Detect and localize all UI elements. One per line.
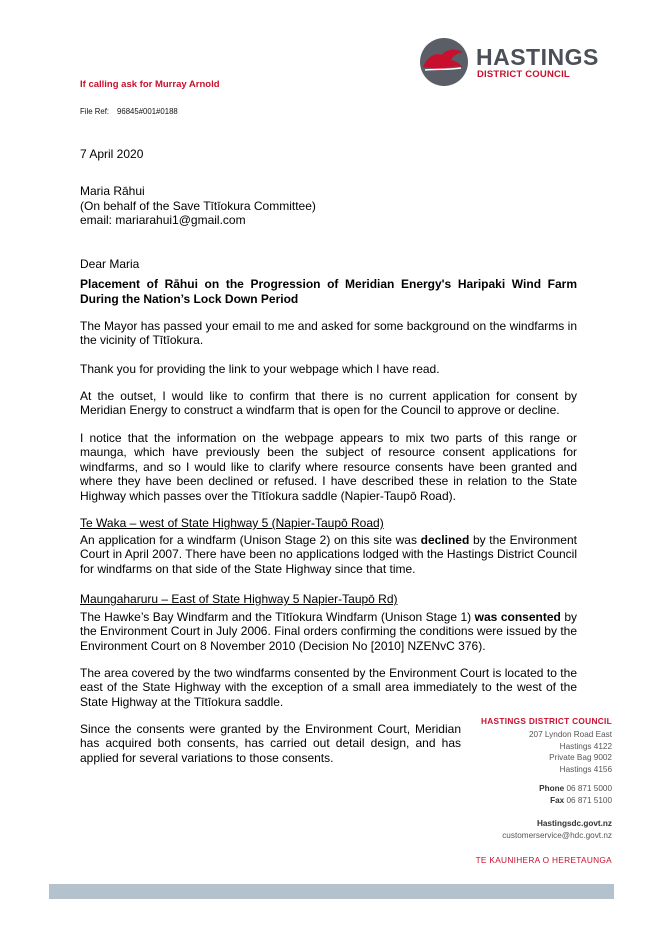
p5-emphasis: declined xyxy=(420,533,470,547)
logo-council: DISTRICT COUNCIL xyxy=(477,69,570,80)
p6-end: by the Environment Court in July 2006. Final orders confirming the conditions were issued by the Environment Court on 8 November 2010 (Decision No [2010] NZENvC 376). xyxy=(80,610,577,653)
letter-subject: Placement of Rāhui on the Progression of Meridian Energy's Haripaki Wind Farm During the Nation’s Lock Down Period xyxy=(80,277,577,306)
calling-contact: If calling ask for Murray Arnold xyxy=(80,79,220,90)
phone-label: Phone xyxy=(539,784,565,793)
section-heading-maungaharuru: Maungaharuru – East of State Highway 5 Napier-Taupō Rd) xyxy=(80,592,398,606)
paragraph-6 xyxy=(80,610,577,653)
paragraph-3: At the outset, I would like to confirm that there is no current application for consent by Meridian Energy to construct a windfarm that is open for the Council to approve or decline. xyxy=(80,389,577,418)
file-ref-value: 96845#001#0188 xyxy=(117,107,178,116)
file-ref-label: File Ref: xyxy=(80,107,110,116)
fax-line xyxy=(460,795,612,807)
email-label: email: xyxy=(80,213,113,227)
paragraph-5 xyxy=(80,533,577,576)
section-heading-te-waka: Te Waka – west of State Highway 5 (Napier-Taupō Road) xyxy=(80,516,384,530)
address-line-2: Hastings 4122 xyxy=(559,741,612,751)
p6-emphasis: was consented xyxy=(474,610,561,624)
address-line-3: Private Bag 9002 xyxy=(549,753,612,762)
letter-date: 7 April 2020 xyxy=(80,147,144,161)
recipient-email[interactable]: mariarahui1@gmail.com xyxy=(115,213,246,227)
p5-start: An application for a windfarm (Unison Stage 2) on this site was xyxy=(80,533,421,547)
phone-line xyxy=(460,783,612,795)
contact-address xyxy=(460,729,612,775)
contact-heading: HASTINGS DISTRICT COUNCIL xyxy=(480,716,612,726)
paragraph-2: Thank you for providing the link to your webpage which I have read. xyxy=(80,362,440,376)
contact-email[interactable]: customerservice@hdc.govt.nz xyxy=(502,830,612,840)
footer-bar xyxy=(49,884,614,899)
maori-council-name: TE KAUNIHERA O HERETAUNGA xyxy=(475,855,612,865)
recipient-name: Maria Rāhui xyxy=(80,184,145,198)
paragraph-8: Since the consents were granted by the Environment Court, Meridian has acquired both consents, has carried out detail design, and has applied for several variations to those consents. xyxy=(80,722,461,765)
fax-label: Fax xyxy=(550,795,565,805)
salutation: Dear Maria xyxy=(80,257,140,271)
paragraph-7: The area covered by the two windfarms consented by the Environment Court is located to the east of the State Highway with the exception of a small area immediately to the west of the State Highway at the Tītīokura saddle. xyxy=(80,666,577,709)
address-line-1: 207 Lyndon Road East xyxy=(529,730,612,739)
contact-web xyxy=(460,818,612,841)
recipient-behalf: (On behalf of the Save Tītīokura Committee) xyxy=(80,198,316,213)
recipient-address xyxy=(80,184,316,228)
p5-end: by the Environment Court in April 2007. There have been no applications lodged with the Hastings District Council for windfarms on that side of the State Highway since that time. xyxy=(80,533,577,576)
recipient-email-line xyxy=(80,213,316,228)
website-link[interactable]: Hastingsdc.govt.nz xyxy=(536,819,612,828)
file-reference xyxy=(80,107,186,116)
paragraph-1: The Mayor has passed your email to me and asked for some background on the windfarms in the vicinity of Tītīokura. xyxy=(80,319,577,348)
fax-number: 06 871 5100 xyxy=(566,795,612,805)
logo-name: HASTINGS xyxy=(476,44,599,70)
contact-phone-fax xyxy=(460,783,612,806)
paragraph-4: I notice that the information on the webpage appears to mix two parts of this range or maunga, which have previously been the subject of resource consent applications for windfarms, and so I would like to clarify where resource consents have been granted and where they have been declined or refused. I have described these in relation to the State Highway which passes over the Tītīokura saddle (Napier-Taupō Road). xyxy=(80,431,577,503)
phone-number[interactable]: 06 871 5000 xyxy=(566,784,612,793)
address-line-4: Hastings 4156 xyxy=(559,764,612,774)
p6-start: The Hawke’s Bay Windfarm and the Tītīokura Windfarm (Unison Stage 1) xyxy=(80,610,475,624)
